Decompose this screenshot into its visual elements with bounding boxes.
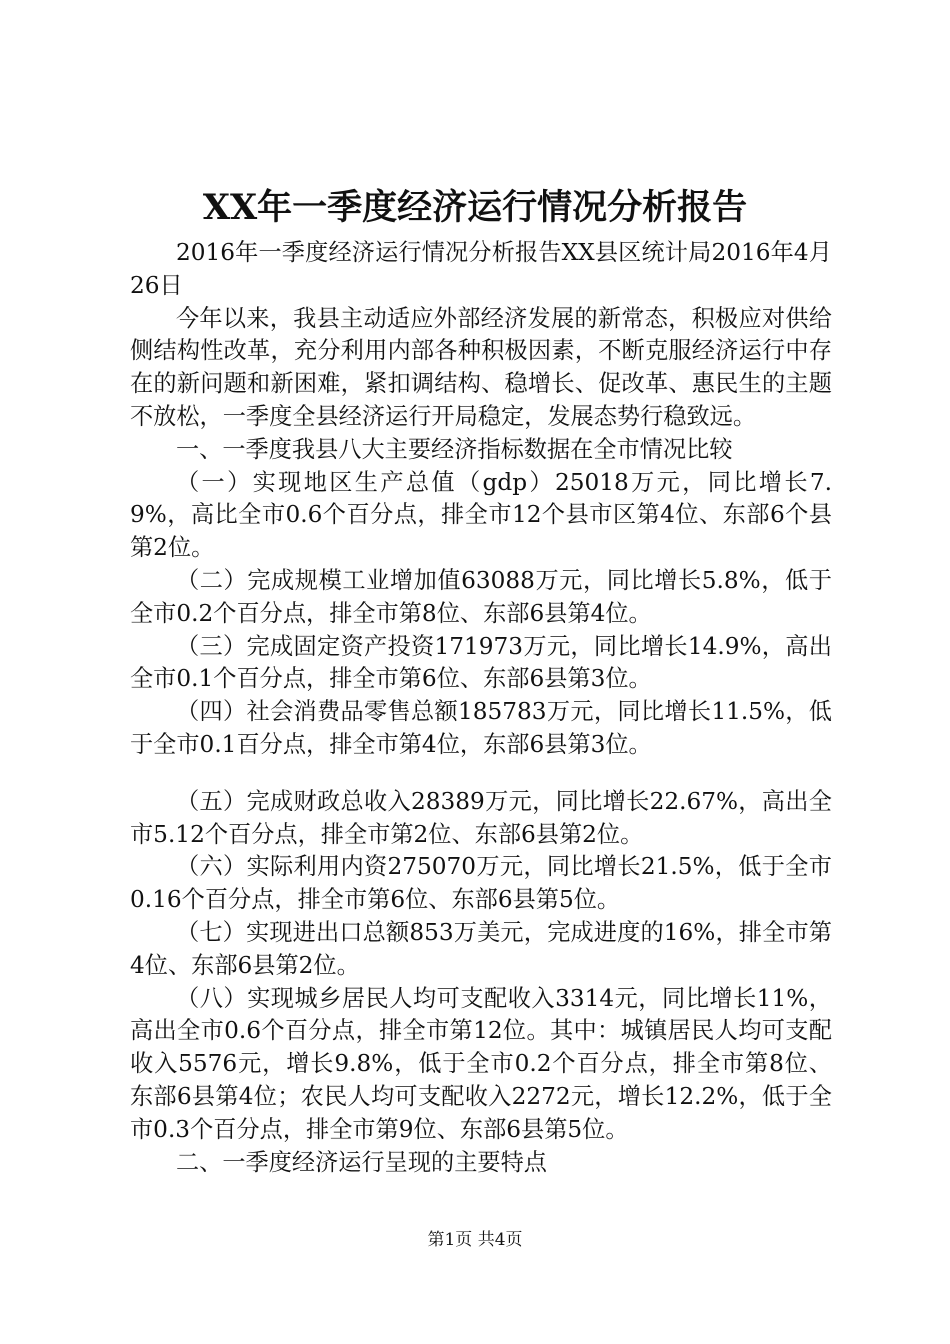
section-heading-2: 二、一季度经济运行呈现的主要特点 bbox=[176, 1148, 547, 1176]
indicator-paragraph-7: （七）实现进出口总额853万美元，完成进度的16%，排全市第4位、东部6县第2位。 bbox=[130, 918, 832, 979]
indicator-paragraph-5: （五）完成财政总收入28389万元，同比增长22.67%，高出全市5.12个百分点，排全市第2位、东部6县第2位。 bbox=[130, 787, 832, 848]
document-body bbox=[130, 237, 832, 1179]
indicator-paragraph-1: （一）实现地区生产总值（gdp）25018万元，同比增长7.9%，高比全市0.6个百分点，排全市12个县市区第4位、东部6个县第2位。 bbox=[130, 468, 832, 562]
paragraph-gap bbox=[130, 762, 832, 786]
indicator-paragraph-6: （六）实际利用内资275070万元，同比增长21.5%，低于全市0.16个百分点，排全市第6位、东部6县第5位。 bbox=[130, 853, 832, 914]
document-title: XX年一季度经济运行情况分析报告 bbox=[202, 187, 748, 228]
report-header-paragraph: 2016年一季度经济运行情况分析报告XX县区统计局2016年4月26日 bbox=[130, 239, 832, 299]
section-heading-1: 一、一季度我县八大主要经济指标数据在全市情况比较 bbox=[176, 435, 733, 463]
indicator-paragraph-8: （八）实现城乡居民人均可支配收入3314元，同比增长11%，高出全市0.6个百分点，排全市第12位。其中：城镇居民人均可支配收入5576元，增长9.8%，低于全市0.2个百分点，排全市第8位、东部6县第4位；农民人均可支配收入2272元，增长12.2%，低于全市0.3个百分点，排全市第9位、东部6县第5位。 bbox=[130, 984, 832, 1143]
page-number-footer: 第1页 共4页 bbox=[427, 1230, 523, 1250]
intro-paragraph: 今年以来，我县主动适应外部经济发展的新常态，积极应对供给侧结构性改革，充分利用内部各种积极因素，不断克服经济运行中存在的新问题和新困难，紧扣调结构、稳增长、促改革、惠民生的主题不放松，一季度全县经济运行开局稳定，发展态势行稳致远。 bbox=[130, 304, 832, 430]
indicator-paragraph-2: （二）完成规模工业增加值63088万元，同比增长5.8%，低于全市0.2个百分点，排全市第8位、东部6县第4位。 bbox=[130, 566, 832, 627]
indicator-paragraph-4: （四）社会消费品零售总额185783万元，同比增长11.5%，低于全市0.1百分点，排全市第4位，东部6县第3位。 bbox=[130, 698, 832, 758]
indicator-paragraph-3: （三）完成固定资产投资171973万元，同比增长14.9%，高出全市0.1个百分点，排全市第6位、东部6县第3位。 bbox=[130, 632, 832, 693]
